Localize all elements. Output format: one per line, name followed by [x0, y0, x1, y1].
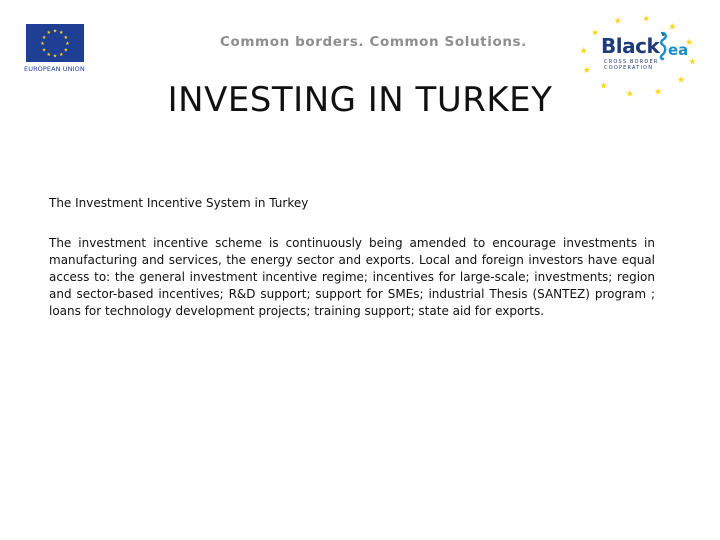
eu-star-icon: ★ [41, 47, 47, 54]
eu-flag-icon [26, 24, 84, 62]
logo-star-icon: ★ [590, 28, 600, 39]
logo-star-icon: ★ [676, 75, 686, 86]
logo-star-icon: ★ [685, 38, 694, 49]
logo-star-icon: ★ [654, 87, 663, 98]
logo-star-icon: ★ [599, 81, 608, 92]
eu-star-icon: ★ [52, 53, 58, 60]
logo-star-icon: ★ [613, 16, 622, 27]
eu-star-icon: ★ [41, 34, 47, 41]
section-subtitle: The Investment Incentive System in Turkey [49, 196, 309, 210]
eu-star-icon: ★ [46, 30, 51, 37]
eu-star-icon: ★ [52, 28, 58, 35]
eu-star-icon: ★ [46, 51, 51, 58]
eu-star-icon: ★ [65, 41, 70, 47]
body-paragraph: The investment incentive scheme is continuously being amended to encourage investments in manufacturing and services, the energy sector and exports. Local and foreign investors have equal access to: the general investment incentive regime; incentives for large-scale; investments; region and sector-based incentives; R&D support; support for SMEs; industrial Thesis (SANTEZ) program ; loans for technology development projects; training support; state aid for exports. [49, 236, 655, 318]
eu-logo [24, 24, 86, 76]
eu-star-icon: ★ [59, 30, 64, 37]
eu-star-icon: ★ [59, 51, 64, 58]
logo-star-icon: ★ [582, 65, 591, 76]
eu-star-icon: ★ [40, 41, 45, 47]
logo-star-icon: ★ [642, 14, 651, 25]
logo-word-black: Black [601, 34, 660, 58]
eu-star-icon: ★ [63, 47, 69, 54]
eu-logo-caption: EUROPEAN UNION [24, 65, 85, 73]
logo-star-icon: ★ [688, 57, 697, 68]
logo-star-icon: ★ [625, 89, 634, 100]
eu-star-icon: ★ [63, 34, 69, 41]
logo-star-icon: ★ [668, 22, 677, 33]
tagline: Common borders. Common Solutions. [220, 34, 527, 50]
page-title: INVESTING IN TURKEY [167, 80, 553, 120]
seahorse-icon [655, 31, 669, 61]
logo-word-sea: ea [668, 41, 689, 59]
logo-star-icon: ★ [579, 46, 588, 57]
logo-subtitle: CROSS BORDER COOPERATION [604, 59, 659, 71]
